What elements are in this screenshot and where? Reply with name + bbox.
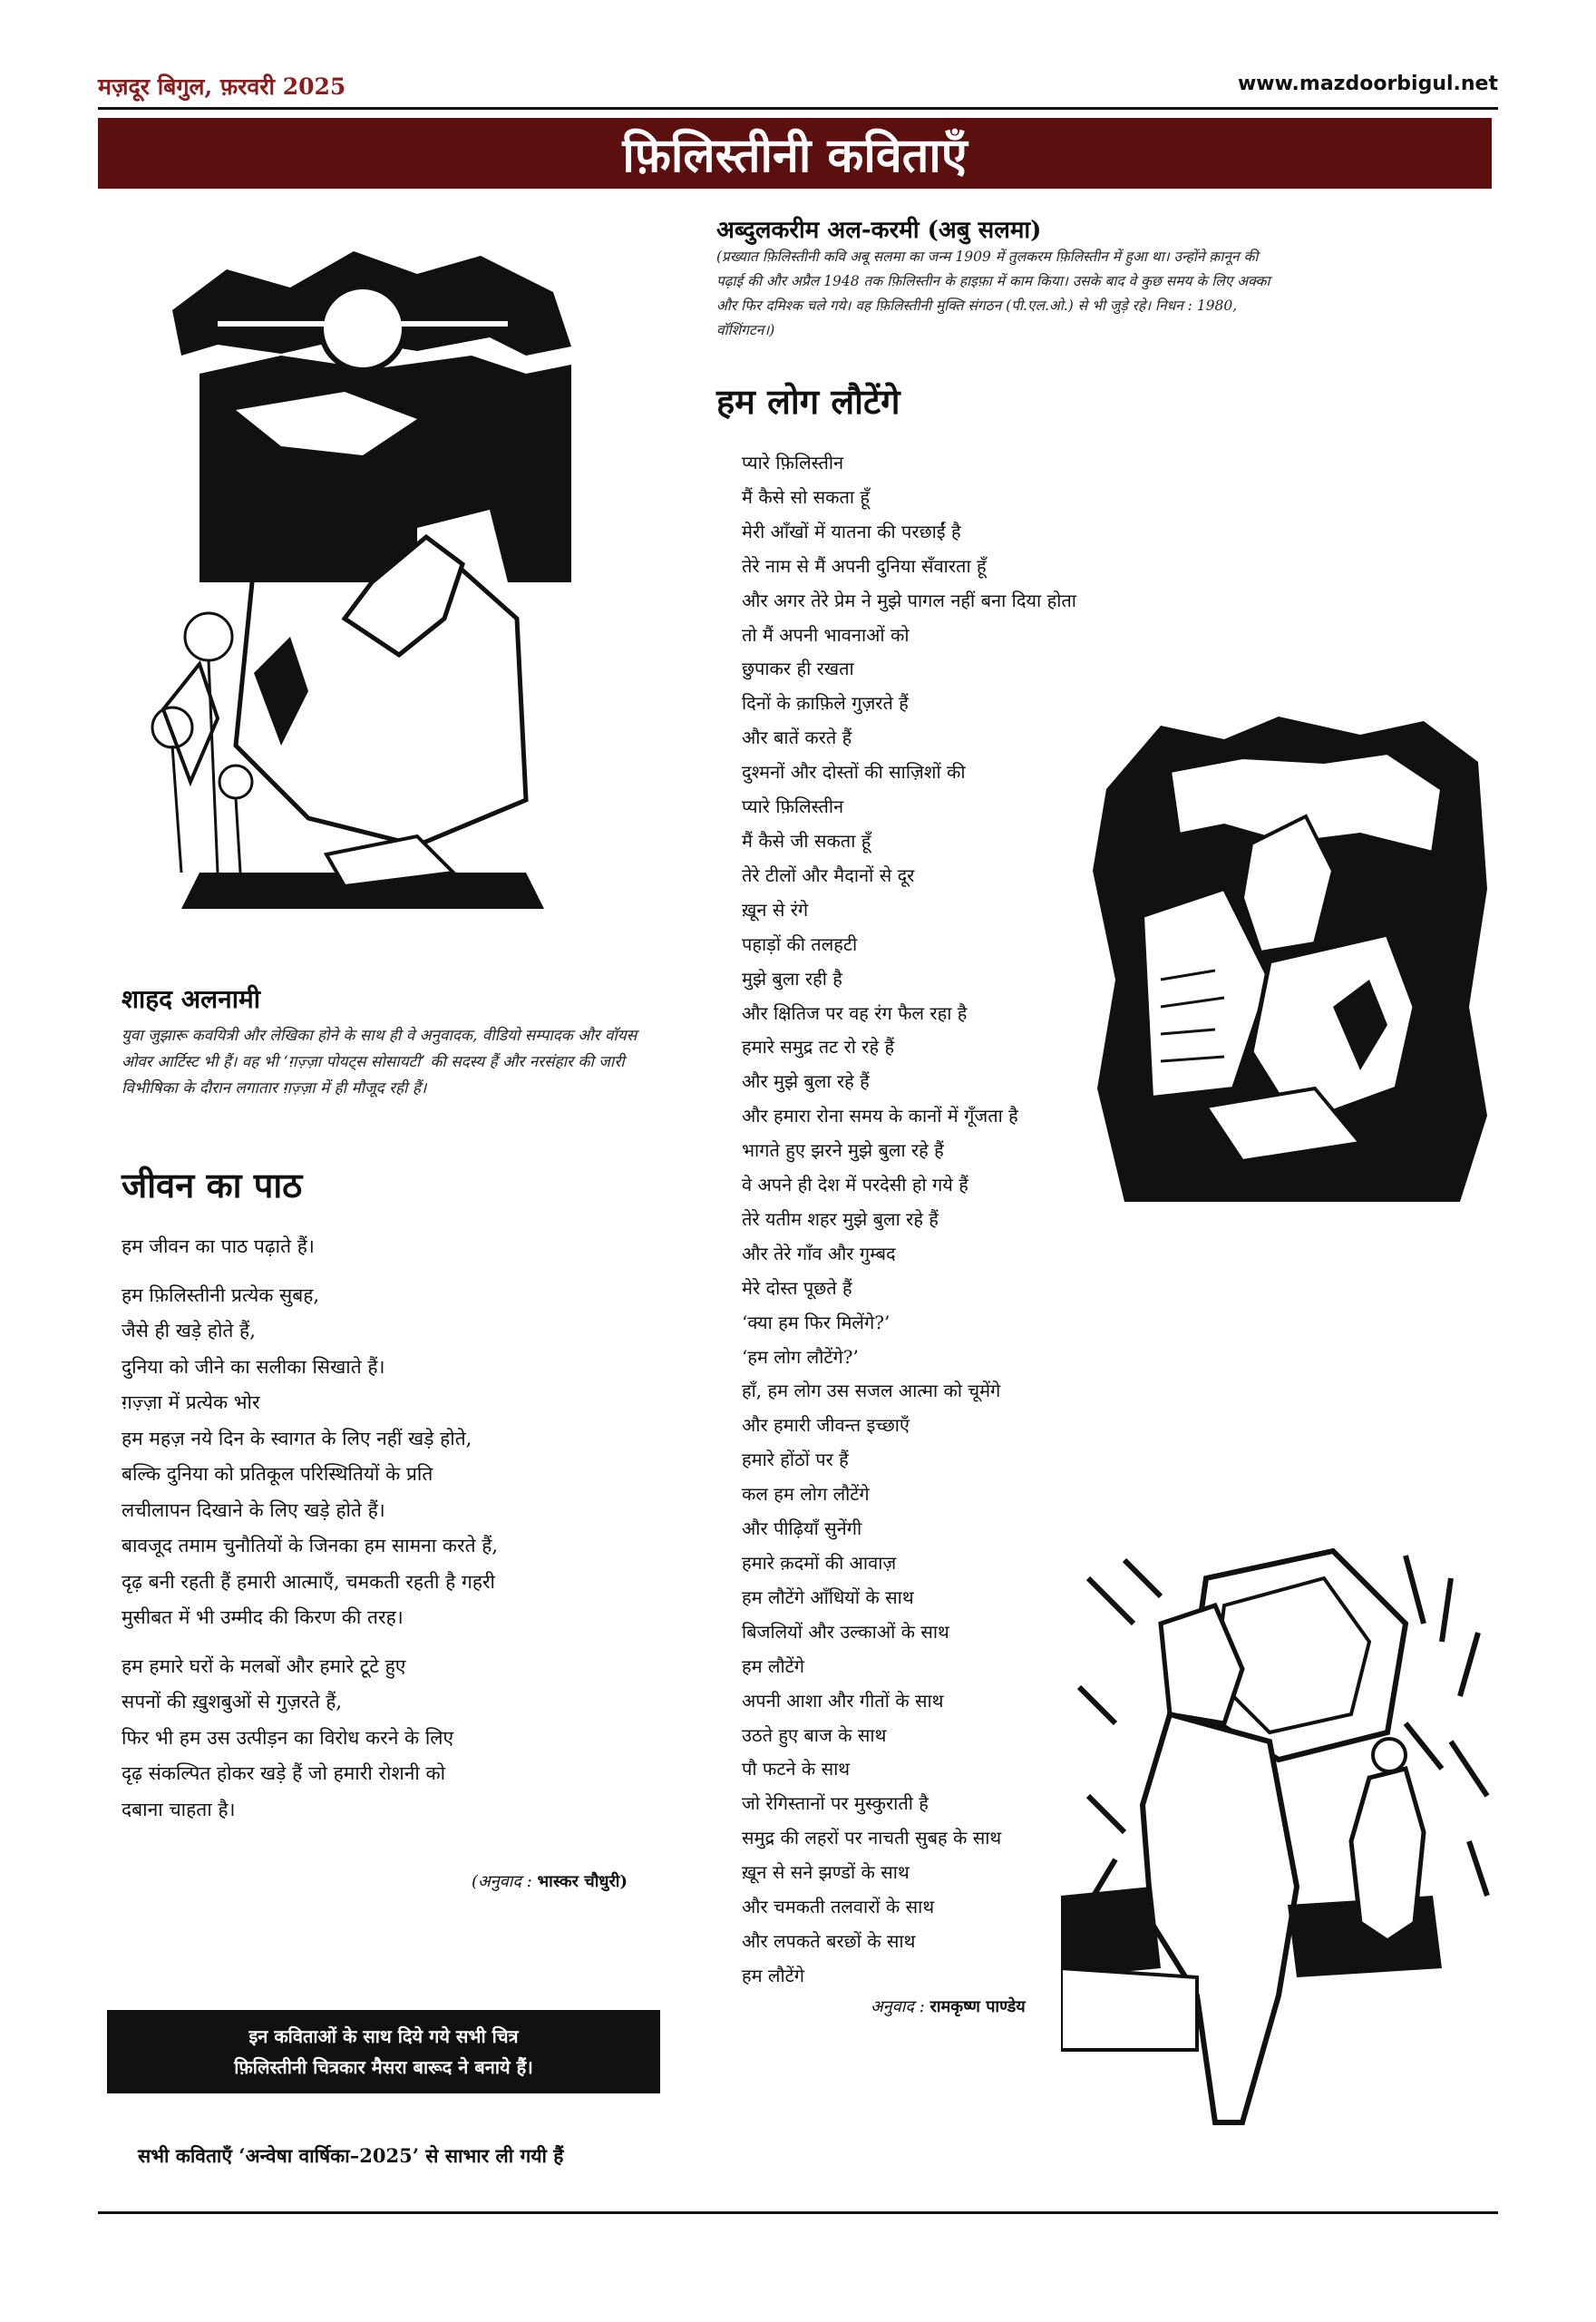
poem-line: और चमकती तलवारों के साथ xyxy=(742,1896,935,1918)
poem-line: वे अपने ही देश में परदेसी हो गये हैं xyxy=(742,1174,968,1196)
poem-line: और तेरे गाँव और गुम्बद xyxy=(742,1242,896,1264)
stanza xyxy=(122,1229,684,1265)
bottom-divider xyxy=(98,2211,1498,2214)
poem-line: दृढ़ संकल्पित होकर खड़े हैं जो हमारी रोशनी को xyxy=(122,1762,446,1784)
poem-line: दुश्मनों और दोस्तों की साज़िशों की xyxy=(742,761,966,784)
poem-line: हाँ, हम लोग उस सजल आत्मा को चूमेंगे xyxy=(742,1380,1001,1402)
poem-line: लचीलापन दिखाने के लिए खड़े होते हैं। xyxy=(122,1498,385,1521)
poem-line: तेरे नाम से मैं अपनी दुनिया सँवारता हूँ xyxy=(742,554,987,577)
poem-line: जो रेगिस्तानों पर मुस्कुराती है xyxy=(742,1792,929,1815)
poem-line: दुनिया को जीने का सलीका सिखाते हैं। xyxy=(122,1355,385,1378)
illustration-rock-figures xyxy=(1088,707,1496,1215)
top-divider xyxy=(98,107,1498,110)
poet-name-shahad: शाहद अलनामी xyxy=(122,984,260,1014)
poem-line: दृढ़ बनी रहती हैं हमारी आत्माएँ, चमकती रहती है गहरी xyxy=(122,1570,495,1593)
poem-title-we-shall-return: हम लोग लौटेंगे xyxy=(716,381,900,422)
poem-line: और पीढ़ियाँ सुनेंगी xyxy=(742,1517,862,1540)
poem-line: हम लौटेंगे xyxy=(742,1654,805,1677)
poem-line: और मुझे बुला रहे हैं xyxy=(742,1070,870,1093)
poem-line: बल्कि दुनिया को प्रतिकूल परिस्थितियों के प्रति xyxy=(122,1463,433,1485)
poem-line: हम फ़िलिस्तीनी प्रत्येक सुबह, xyxy=(122,1283,320,1306)
poem-line: प्यारे फ़िलिस्तीन xyxy=(742,795,844,818)
poem-line: समुद्र की लहरों पर नाचती सुबह के साथ xyxy=(742,1827,1002,1849)
page-title: फ़िलिस्तीनी कविताएँ xyxy=(622,127,968,183)
poem-line: मेरी आँखों में यातना की परछाईं है xyxy=(742,520,961,542)
poem-line: तो मैं अपनी भावनाओं को xyxy=(742,623,910,646)
poem-line: और हमारी जीवन्त इच्छाएँ xyxy=(742,1414,910,1437)
masthead-issue: मज़दूर बिगुल, फ़रवरी 2025 xyxy=(98,73,346,100)
poem-line: दिनों के क़ाफ़िले गुज़रते हैं xyxy=(742,692,909,715)
poem-line: तेरे यतीम शहर मुझे बुला रहे हैं xyxy=(742,1207,939,1230)
poem-line: ‘क्या हम फिर मिलेंगे?’ xyxy=(742,1311,890,1333)
poem-line: मेरे दोस्त पूछते हैं xyxy=(742,1276,852,1299)
poem-line: और अगर तेरे प्रेम ने मुझे पागल नहीं बना दिया होता xyxy=(742,589,1076,611)
poem-line: हमारे क़दमों की आवाज़ xyxy=(742,1552,897,1574)
poem-line: हम लौटेंगे आँधियों के साथ xyxy=(742,1585,914,1608)
masthead-website[interactable]: www.mazdoorbigul.net xyxy=(1237,73,1498,95)
poem-line: हम जीवन का पाठ पढ़ाते हैं। xyxy=(122,1235,315,1257)
translator-label: अनुवाद : xyxy=(871,1997,925,2016)
poem-line: पौ फटने के साथ xyxy=(742,1758,851,1781)
poem-line: फिर भी हम उस उत्पीड़न का विरोध करने के लिए xyxy=(122,1726,454,1749)
illustration-man-carrying-rock xyxy=(1061,1542,1505,2132)
poem-line: मैं कैसे जी सकता हूँ xyxy=(742,829,871,852)
poem-line: और हमारा रोना समय के कानों में गूँजता है xyxy=(742,1105,1018,1127)
poem-line: दबाना चाहता है। xyxy=(122,1798,236,1820)
credit-line: इन कविताओं के साथ दिये गये सभी चित्र xyxy=(248,2025,519,2047)
poem-line: जैसे ही खड़े होते हैं, xyxy=(122,1320,256,1341)
poem-line: ग़ज़्ज़ा में प्रत्येक भोर xyxy=(122,1391,260,1413)
poem-line: बावजूद तमाम चुनौतियों के जिनका हम सामना करते हैं, xyxy=(122,1535,499,1556)
poem-line: अपनी आशा और गीतों के साथ xyxy=(742,1689,944,1712)
poem-line: भागते हुए झरने मुझे बुला रहे हैं xyxy=(742,1139,944,1162)
stanza xyxy=(122,1278,684,1636)
poem-line: ख़ून से रंगे xyxy=(742,898,809,921)
translator-credit-left xyxy=(472,1870,628,1892)
poem-line: ख़ून से सने झण्डों के साथ xyxy=(742,1861,910,1884)
poem-line: हम लौटेंगे xyxy=(742,1964,805,1986)
poem-lesson-of-life xyxy=(122,1229,684,1840)
poem-line: मुसीबत में भी उम्मीद की किरण की तरह। xyxy=(122,1606,404,1628)
poem-line: और लपकते बरछों के साथ xyxy=(742,1929,916,1952)
section-banner xyxy=(98,118,1492,189)
poem-line: कल हम लोग लौटेंगे xyxy=(742,1483,870,1506)
poem-line: मैं कैसे सो सकता हूँ xyxy=(742,485,871,508)
poem-line: हमारे समुद्र तट रो रहे हैं xyxy=(742,1036,895,1059)
poem-line: प्यारे फ़िलिस्तीन xyxy=(742,452,844,473)
poem-line: उठते हुए बाज के साथ xyxy=(742,1723,887,1746)
source-note: सभी कविताएँ ‘अन्वेषा वार्षिका–2025’ से साभार ली गयी हैं xyxy=(138,2144,564,2167)
poet-name-abu-salma: अब्दुलकरीम अल-करमी (अबु सलमा) xyxy=(716,217,1042,244)
poem-line: हम महज़ नये दिन के स्वागत के लिए नहीं खड़े होते, xyxy=(122,1427,472,1449)
poem-title-lesson-of-life: जीवन का पाठ xyxy=(122,1165,303,1205)
translator-name: भास्कर चौधुरी) xyxy=(537,1872,628,1891)
poem-line: छुपाकर ही रखता xyxy=(742,658,854,680)
poem-line: और बातें करते हैं xyxy=(742,727,852,749)
poem-line: ‘हम लोग लौटेंगे?’ xyxy=(742,1345,859,1368)
poem-line: पहाड़ों की तलहटी xyxy=(742,932,858,955)
poem-line: तेरे टीलों और मैदानों से दूर xyxy=(742,863,915,886)
credit-line: फ़िलिस्तीनी चित्रकार मैसरा बारूद ने बनाये हैं। xyxy=(234,2056,533,2078)
translator-credit-right xyxy=(871,1995,1026,2017)
translator-name: रामकृष्ण पाण्डेय xyxy=(929,1997,1026,2016)
poem-line: और क्षितिज पर वह रंग फैल रहा है xyxy=(742,1001,968,1024)
poet-bio-abu-salma: (प्रख्यात फ़िलिस्तीनी कवि अबू सलमा का जन्म 1909 में तुलकरम फ़िलिस्तीन में हुआ था। उन्होंने क़ानून की पढ़ाई की और अप्रैल 1948 तक फ़िलिस्तीन के हाइफ़ा में काम किया। उसके बाद वे कुछ समय के लिए अक्का और फिर दमिश्क चले गये। वह फ़िलिस्तीनी मुक्ति संगठन (पी.एल.ओ.) से भी जुड़े रहे। निधन : 1980, वॉशिंगटन।) xyxy=(716,249,1270,338)
translator-label: (अनुवाद : xyxy=(472,1872,532,1891)
poem-line: बिजलियों और उल्काओं के साथ xyxy=(742,1620,949,1643)
poem-line: हम हमारे घरों के मलबों और हमारे टूटे हुए xyxy=(122,1654,406,1677)
poem-line: सपनों की ख़ुशबुओं से गुज़रते हैं, xyxy=(122,1691,343,1712)
poem-line: मुझे बुला रही है xyxy=(742,967,842,990)
poet-bio-shahad: युवा जुझारू कवयित्री और लेखिका होने के साथ ही वे अनुवादक, वीडियो सम्पादक और वॉयस ओवर आर्टिस्ट भी हैं। वह भी ‘ग़ज़्ज़ा पोयट्स सोसायटी’ की सदस्य हैं और नरसंहार की जारी विभीषिका के दौरान लगातार ग़ज़्ज़ा में ही मौजूद रही हैं। xyxy=(122,1027,637,1098)
illustration-credit-box xyxy=(107,2010,660,2093)
illustration-sun-figure xyxy=(145,238,580,918)
stanza xyxy=(122,1649,684,1829)
poem-line: हमारे होंठों पर हैं xyxy=(742,1449,849,1471)
